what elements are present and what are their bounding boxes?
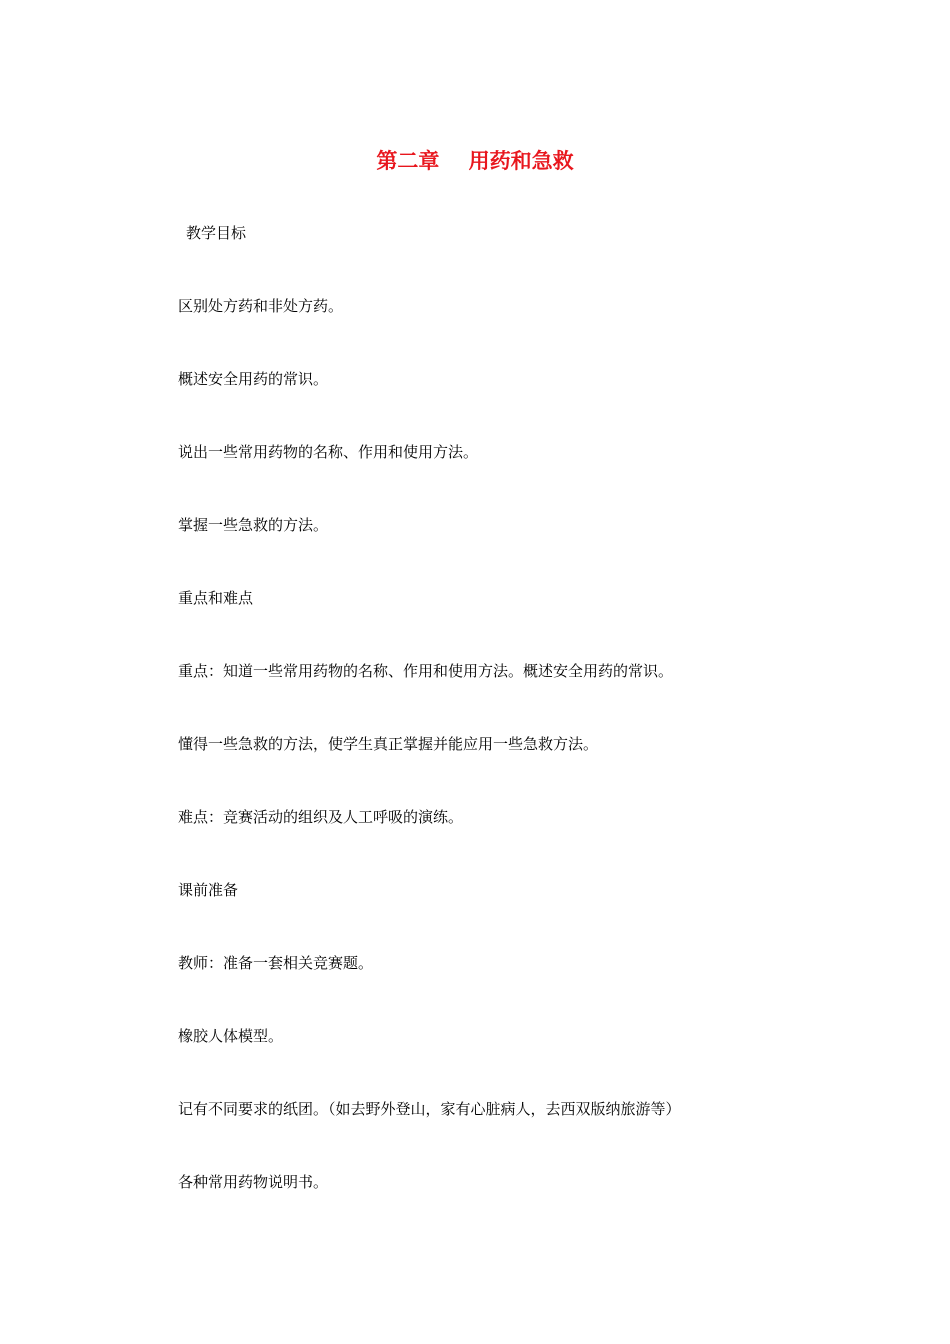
paragraph-line: 概述安全用药的常识。 <box>178 370 329 388</box>
paragraph-line: 记有不同要求的纸团。（如去野外登山，家有心脏病人，去西双版纳旅游等） <box>178 1100 681 1118</box>
chapter-title: 第二章 用药和急救 <box>376 149 574 173</box>
paragraph-line: 难点：竞赛活动的组织及人工呼吸的演练。 <box>178 808 464 826</box>
paragraph-line: 懂得一些急救的方法，使学生真正掌握并能应用一些急救方法。 <box>178 735 599 753</box>
paragraph-line: 说出一些常用药物的名称、作用和使用方法。 <box>178 443 479 461</box>
paragraph-line: 掌握一些急救的方法。 <box>178 516 329 534</box>
paragraph-line: 橡胶人体模型。 <box>178 1027 284 1045</box>
section-heading-key-points: 重点和难点 <box>178 589 254 607</box>
section-heading-teaching-goals: 教学目标 <box>186 224 247 242</box>
paragraph-line: 区别处方药和非处方药。 <box>178 297 344 315</box>
paragraph-line: 各种常用药物说明书。 <box>178 1173 329 1191</box>
section-heading-preparation: 课前准备 <box>178 881 239 899</box>
paragraph-line: 重点：知道一些常用药物的名称、作用和使用方法。概述安全用药的常识。 <box>178 662 674 680</box>
paragraph-line: 教师：准备一套相关竞赛题。 <box>178 954 374 972</box>
